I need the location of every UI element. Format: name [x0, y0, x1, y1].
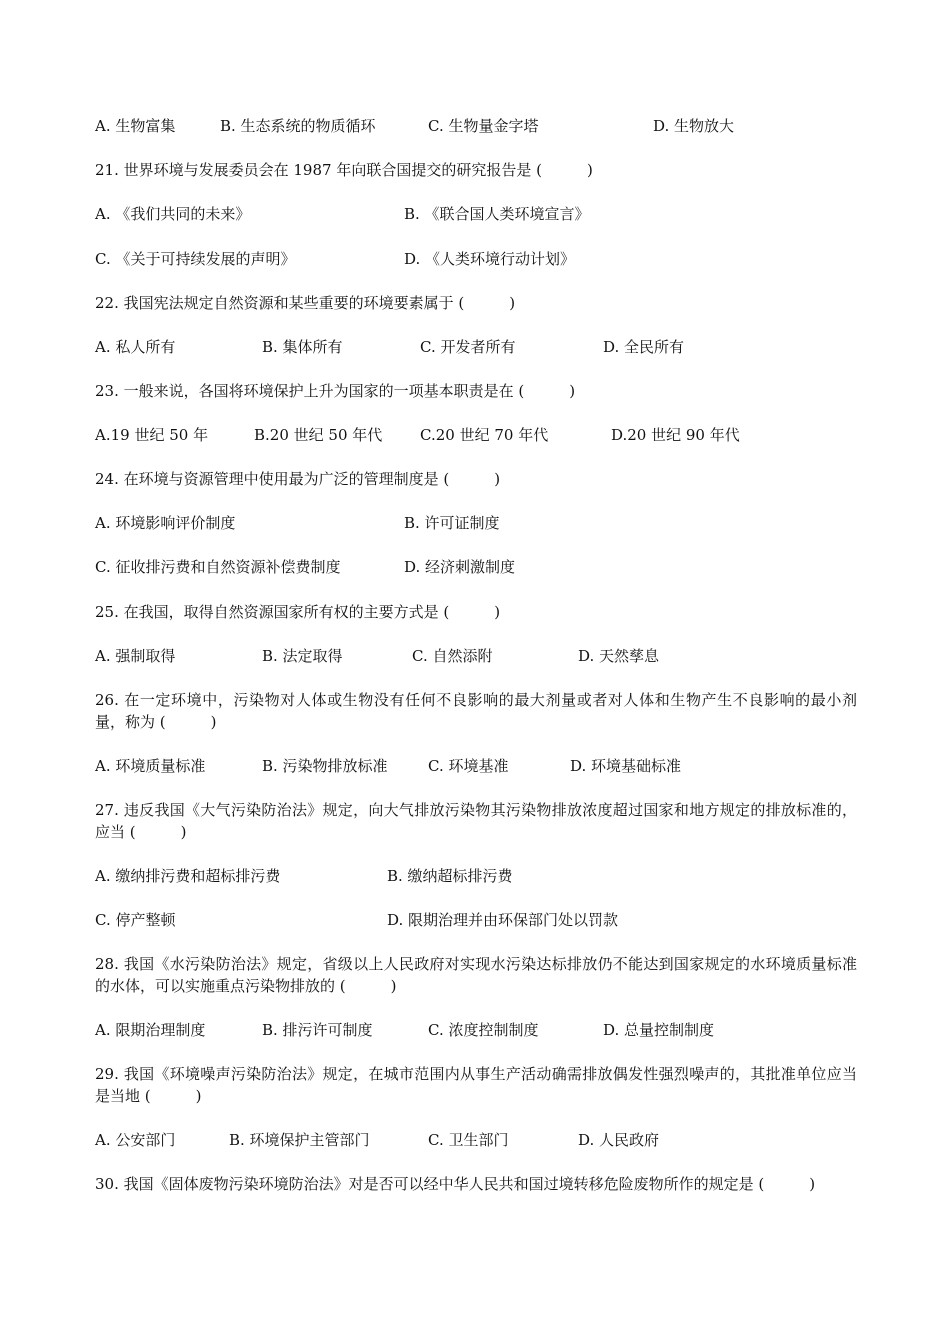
q20-option-d: D. 生物放大: [653, 117, 735, 135]
q27-option-b: B. 缴纳超标排污费: [387, 867, 513, 885]
q24-stem: 24. 在环境与资源管理中使用最为广泛的管理制度是 ( ): [95, 470, 501, 488]
q25-option-b: B. 法定取得: [262, 647, 343, 665]
q27-option-d: D. 限期治理并由环保部门处以罚款: [387, 911, 619, 929]
q22-stem: 22. 我国宪法规定自然资源和某些重要的环境要素属于 ( ): [95, 294, 516, 312]
q29-stem: 29. 我国《环境噪声污染防治法》规定，在城市范围内从事生产活动确需排放偶发性强烈噪声的，其批准单位应当是当地 ( ): [95, 1065, 857, 1105]
q20-option-a: A. 生物富集: [95, 117, 176, 135]
q24-option-a: A. 环境影响评价制度: [95, 514, 236, 532]
q23-option-b: B.20 世纪 50 年代: [254, 426, 383, 444]
q25-stem: 25. 在我国，取得自然资源国家所有权的主要方式是 ( ): [95, 603, 501, 621]
q23-option-d: D.20 世纪 90 年代: [611, 426, 740, 444]
q28-stem: 28. 我国《水污染防治法》规定，省级以上人民政府对实现水污染达标排放仍不能达到国家规定的水环境质量标准的水体，可以实施重点污染物排放的 ( ): [95, 955, 857, 995]
q21-option-a: A. 《我们共同的未来》: [95, 205, 251, 223]
q29-option-a: A. 公安部门: [95, 1131, 176, 1149]
q28-option-b: B. 排污许可制度: [262, 1021, 373, 1039]
q29-option-b: B. 环境保护主管部门: [229, 1131, 370, 1149]
q26-option-c: C. 环境基准: [428, 757, 509, 775]
q27-stem: 27. 违反我国《大气污染防治法》规定，向大气排放污染物其污染物排放浓度超过国家和地方规定的排放标准的，应当 ( ): [95, 801, 857, 841]
q20-option-b: B. 生态系统的物质循环: [220, 117, 376, 135]
q26-option-d: D. 环境基础标准: [570, 757, 682, 775]
q24-option-b: B. 许可证制度: [404, 514, 500, 532]
q28-option-c: C. 浓度控制制度: [428, 1021, 539, 1039]
q26-stem: 26. 在一定环境中，污染物对人体或生物没有任何不良影响的最大剂量或者对人体和生物产生不良影响的最小剂量，称为 ( ): [95, 691, 857, 731]
q23-stem: 23. 一般来说，各国将环境保护上升为国家的一项基本职责是在 ( ): [95, 382, 576, 400]
q25-option-c: C. 自然添附: [412, 647, 493, 665]
q22-option-b: B. 集体所有: [262, 338, 343, 356]
q21-option-c: C. 《关于可持续发展的声明》: [95, 250, 296, 268]
q30-stem: 30. 我国《固体废物污染环境防治法》对是否可以经中华人民共和国过境转移危险废物所作的规定是 ( ): [95, 1175, 816, 1193]
q25-option-d: D. 天然孳息: [578, 647, 660, 665]
q24-option-d: D. 经济刺激制度: [404, 558, 516, 576]
q20-option-c: C. 生物量金字塔: [428, 117, 539, 135]
q22-option-a: A. 私人所有: [95, 338, 176, 356]
q21-stem: 21. 世界环境与发展委员会在 1987 年向联合国提交的研究报告是 ( ): [95, 161, 593, 179]
q29-option-c: C. 卫生部门: [428, 1131, 509, 1149]
q27-option-a: A. 缴纳排污费和超标排污费: [95, 867, 281, 885]
q29-option-d: D. 人民政府: [578, 1131, 660, 1149]
q28-option-a: A. 限期治理制度: [95, 1021, 206, 1039]
q22-option-d: D. 全民所有: [603, 338, 685, 356]
q23-option-c: C.20 世纪 70 年代: [420, 426, 549, 444]
q28-option-d: D. 总量控制制度: [603, 1021, 715, 1039]
q27-option-c: C. 停产整顿: [95, 911, 176, 929]
q21-option-d: D. 《人类环境行动计划》: [404, 250, 576, 268]
q26-option-a: A. 环境质量标准: [95, 757, 206, 775]
q21-option-b: B. 《联合国人类环境宣言》: [404, 205, 590, 223]
q26-option-b: B. 污染物排放标准: [262, 757, 388, 775]
q24-option-c: C. 征收排污费和自然资源补偿费制度: [95, 558, 341, 576]
q25-option-a: A. 强制取得: [95, 647, 176, 665]
q22-option-c: C. 开发者所有: [420, 338, 516, 356]
q23-option-a: A.19 世纪 50 年: [95, 426, 209, 444]
